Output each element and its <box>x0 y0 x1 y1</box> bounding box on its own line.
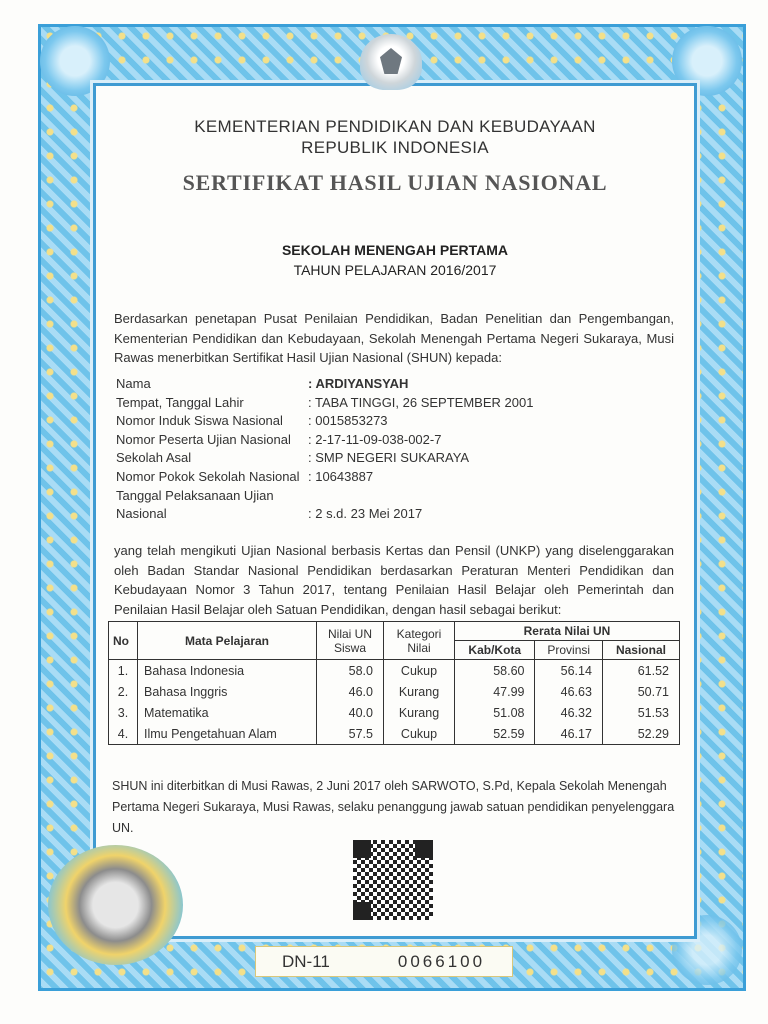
cell-no: 3. <box>109 702 138 723</box>
issuance-statement: SHUN ini diterbitkan di Musi Rawas, 2 Juni 2017 oleh SARWOTO, S.Pd, Kepala Sekolah Menengah Pertama Negeri Sukaraya, Musi Rawas, selaku penanggung jawab satuan pendidikan penyelenggara UN. <box>112 779 675 835</box>
cell-kab: 51.08 <box>455 702 535 723</box>
cell-nas: 61.52 <box>602 660 679 682</box>
cell-prov: 56.14 <box>535 660 602 682</box>
cell-score: 58.0 <box>317 660 384 682</box>
identity-row-npsn <box>116 468 533 487</box>
cell-category: Cukup <box>384 660 455 682</box>
country-name: REPUBLIK INDONESIA <box>301 138 489 157</box>
cell-no: 4. <box>109 723 138 745</box>
cell-no: 1. <box>109 660 138 682</box>
cell-kab: 58.60 <box>455 660 535 682</box>
cell-prov: 46.17 <box>535 723 602 745</box>
identity-row-name <box>116 375 533 394</box>
identity-value: : ARDIYANSYAH <box>308 376 409 391</box>
cell-nas: 51.53 <box>602 702 679 723</box>
identity-label: Nasional <box>116 506 167 522</box>
school-level: SEKOLAH MENENGAH PERTAMA <box>281 242 509 258</box>
body-paragraph: yang telah mengikuti Ujian Nasional berbasis Kertas dan Pensil (UNKP) yang diselenggarakan oleh Badan Standar Nasional Pendidikan berdasarkan Peraturan Menteri Pendidikan dan Kebudayaan Nomor 3 Tahun 2017, tentang Penilaian Hasil Belajar oleh Pemerintah dan Penilaian Hasil Belajar oleh Satuan Pendidikan, dengan hasil sebagai berikut: <box>114 543 674 617</box>
identity-row-exam-date-label <box>116 487 533 506</box>
cell-category: Cukup <box>384 723 455 745</box>
identity-row-nisn <box>116 412 533 431</box>
identity-row-birth <box>116 394 533 413</box>
header-prov: Provinsi <box>535 641 602 660</box>
identity-label: Nomor Induk Siswa Nasional <box>116 413 283 429</box>
header-average: Rerata Nilai UN <box>455 622 680 641</box>
cell-no: 2. <box>109 681 138 702</box>
identity-value: : SMP NEGERI SUKARAYA <box>308 450 470 466</box>
cell-prov: 46.63 <box>535 681 602 702</box>
identity-label: Nomor Peserta Ujian Nasional <box>116 431 291 447</box>
cell-subject: Bahasa Inggris <box>138 681 317 702</box>
cell-score: 57.5 <box>317 723 384 745</box>
header-no: No <box>109 622 138 660</box>
table-row <box>109 681 680 702</box>
cell-kab: 47.99 <box>455 681 535 702</box>
serial-number-box <box>255 946 513 977</box>
cell-score: 46.0 <box>317 681 384 702</box>
identity-value: : 2 s.d. 23 Mei 2017 <box>308 506 423 522</box>
ministry-seal-icon <box>48 845 183 965</box>
qr-code-icon <box>353 840 433 920</box>
header-score: Nilai UN Siswa <box>317 622 384 660</box>
identity-row-exam-number <box>116 431 533 450</box>
cell-kab: 52.59 <box>455 723 535 745</box>
intro-paragraph: Berdasarkan penetapan Pusat Penilaian Pendidikan, Badan Penelitian dan Pengembangan, Kementerian Pendidikan dan Kebudayaan, Sekolah Menengah Pertama Negeri Sukaraya, Musi Rawas menerbitkan Sertifikat Hasil Ujian Nasional (SHUN) kepada: <box>114 311 674 365</box>
identity-row-school <box>116 449 533 468</box>
identity-label: Sekolah Asal <box>116 450 192 466</box>
results-table <box>108 621 680 745</box>
cell-score: 40.0 <box>317 702 384 723</box>
cell-nas: 50.71 <box>602 681 679 702</box>
identity-value: : TABA TINGGI, 26 SEPTEMBER 2001 <box>308 394 534 410</box>
identity-label: Tanggal Pelaksanaan Ujian <box>116 487 274 503</box>
cell-subject: Bahasa Indonesia <box>138 660 317 682</box>
identity-value: : 0015853273 <box>308 413 388 429</box>
cell-subject: Matematika <box>138 702 317 723</box>
header-kab: Kab/Kota <box>455 641 535 660</box>
identity-value: : 2-17-11-09-038-002-7 <box>308 431 442 447</box>
identity-section <box>116 375 533 524</box>
cell-prov: 46.32 <box>535 702 602 723</box>
cell-nas: 52.29 <box>602 723 679 745</box>
academic-year: TAHUN PELAJARAN 2016/2017 <box>293 262 497 278</box>
garuda-emblem-icon <box>360 34 422 90</box>
ministry-name: KEMENTERIAN PENDIDIKAN DAN KEBUDAYAAN <box>194 117 596 136</box>
identity-label: Tempat, Tanggal Lahir <box>116 394 244 410</box>
cell-category: Kurang <box>384 702 455 723</box>
cell-subject: Ilmu Pengetahuan Alam <box>138 723 317 745</box>
header-nas: Nasional <box>602 641 679 660</box>
identity-label: Nama <box>116 376 151 391</box>
serial-number: 0066100 <box>397 951 486 971</box>
table-row <box>109 702 680 723</box>
cell-category: Kurang <box>384 681 455 702</box>
table-row <box>109 723 680 745</box>
serial-code: DN-11 <box>282 951 330 971</box>
header-category: Kategori Nilai <box>384 622 455 660</box>
identity-label: Nomor Pokok Sekolah Nasional <box>116 468 300 484</box>
certificate-title: SERTIFIKAT HASIL UJIAN NASIONAL <box>182 170 608 195</box>
header-subject: Mata Pelajaran <box>138 622 317 660</box>
table-row <box>109 660 680 682</box>
identity-row-exam-date <box>116 505 533 524</box>
identity-value: : 10643887 <box>308 468 374 484</box>
